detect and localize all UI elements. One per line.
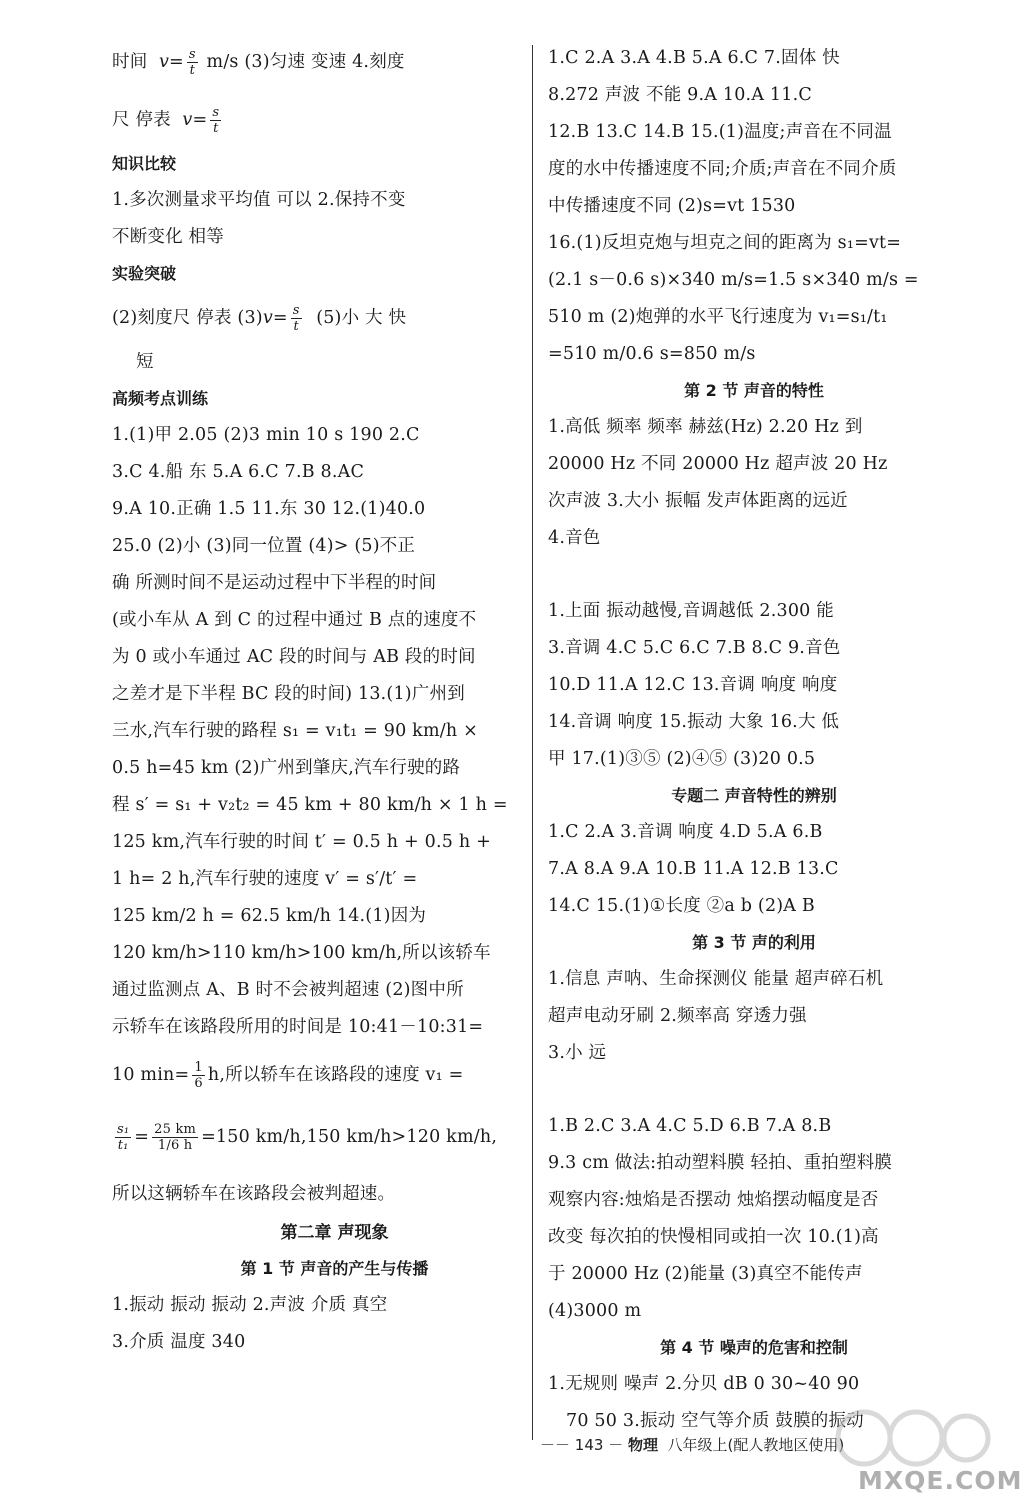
numerator: s: [212, 104, 220, 120]
answer-line: 超声电动牙刷 2.频率高 穿透力强: [548, 1006, 807, 1026]
answer-line: 25.0 (2)小 (3)同一位置 (4)> (5)不正: [112, 536, 416, 556]
fraction: [210, 105, 221, 136]
section-title: 第 1 节 声音的产生与传播: [240, 1259, 429, 1278]
chapter-title: 第二章 声现象: [280, 1223, 389, 1243]
answer-line: 观察内容:烛焰是否摆动 烛焰摆动幅度是否: [548, 1190, 879, 1210]
answer-line: 125 km/2 h = 62.5 km/h 14.(1)因为: [112, 906, 427, 926]
answer-line: 3.C 4.船 东 5.A 6.C 7.B 8.AC: [112, 462, 365, 482]
fraction: [152, 1122, 198, 1153]
section-heading: 实验突破: [112, 264, 177, 283]
answer-line: (2)刻度尺 停表 (3) v = $\frac{s}{t}$ (5)小 大 快: [112, 296, 557, 340]
formula-var: v: [182, 110, 193, 130]
numerator: s: [292, 302, 300, 318]
section-title: 第 2 节 声音的特性: [684, 381, 824, 400]
answer-line: 甲 17.(1)③⑤ (2)④⑤ (3)20 0.5: [548, 749, 816, 769]
answer-line: (4)3000 m: [548, 1301, 642, 1321]
answer-line: 1.B 2.C 3.A 4.C 5.D 6.B 7.A 8.B: [548, 1116, 832, 1136]
fraction: [115, 1122, 131, 1153]
answer-line: 125 km,汽车行驶的时间 t′ = 0.5 h + 0.5 h +: [112, 832, 491, 852]
answer-line: 1 h= 2 h,汽车行驶的速度 v′ = s′/t′ =: [112, 869, 418, 889]
answer-line: 1.上面 振动越慢,音调越低 2.300 能: [548, 601, 834, 621]
answer-line: 次声波 3.大小 振幅 发声体距离的远近: [548, 491, 848, 511]
answer-line: 不断变化 相等: [112, 227, 224, 247]
answer-line: 0.5 h=45 km (2)广州到肇庆,汽车行驶的路: [112, 758, 461, 778]
answer-line: 通过监测点 A、B 时不会被判超速 (2)图中所: [112, 980, 464, 1000]
subject-label: 物理: [627, 1436, 658, 1454]
text: 时间: [112, 52, 148, 72]
section-title: 第 4 节 噪声的危害和控制: [660, 1338, 848, 1357]
formula-var: v: [158, 52, 170, 72]
answer-line: 20000 Hz 不同 20000 Hz 超声波 20 Hz: [548, 454, 888, 474]
footer-dashes: －: [603, 1436, 628, 1454]
answer-line: 9.A 10.正确 1.5 11.东 30 12.(1)40.0: [112, 499, 426, 519]
answer-line: 1.高低 频率 频率 赫兹(Hz) 2.20 Hz 到: [548, 417, 863, 437]
answer-line: 3.小 远: [548, 1043, 607, 1063]
answer-line: 9.3 cm 做法:拍动塑料膜 轻拍、重拍塑料膜: [548, 1153, 893, 1173]
answer-line: 于 20000 Hz (2)能量 (3)真空不能传声: [548, 1264, 863, 1284]
answer-line: 时间 v = $\frac{s}{t}$ m/s (3)匀速 变速 4.刻度: [112, 40, 557, 84]
answer-line: (或小车从 A 到 C 的过程中通过 B 点的速度不: [112, 610, 477, 630]
page-number: 143: [574, 1436, 604, 1454]
answer-line: 三水,汽车行驶的路程 s₁ = v₁t₁ = 90 km/h ×: [112, 721, 478, 741]
answer-line: 度的水中传播速度不同;介质;声音在不同介质: [548, 159, 897, 179]
text: m/s (3)匀速 变速 4.刻度: [206, 52, 405, 72]
answer-line: 4.音色: [548, 528, 601, 548]
fraction: [291, 303, 302, 334]
answer-line: 1.信息 声呐、生命探测仪 能量 超声碎石机: [548, 969, 884, 989]
answer-line: [112, 1046, 557, 1104]
answer-line: 所以这辆轿车在该路段会被判超速。: [112, 1184, 396, 1204]
answer-line: 7.A 8.A 9.A 10.B 11.A 12.B 13.C: [548, 859, 839, 879]
numerator: 1: [194, 1059, 203, 1075]
answer-line: 510 m (2)炮弹的水平飞行速度为 v₁=s₁/t₁: [548, 307, 888, 327]
answer-line: 16.(1)反坦克炮与坦克之间的距离为 s₁=vt=: [548, 233, 902, 253]
right-column: [548, 40, 960, 1440]
section-heading: 高频考点训练: [112, 389, 209, 408]
numerator: s: [188, 46, 196, 62]
answer-line: 1.无规则 噪声 2.分贝 dB 0 30~40 90: [548, 1374, 860, 1394]
answer-line: 1.(1)甲 2.05 (2)3 min 10 s 190 2.C: [112, 425, 420, 445]
answer-line: (2.1 s－0.6 s)×340 m/s=1.5 s×340 m/s =: [548, 270, 919, 290]
text: 10 min=: [112, 1065, 190, 1085]
answer-line: 14.音调 响度 15.振动 大象 16.大 低: [548, 712, 840, 732]
spacer: [548, 1072, 960, 1108]
denominator: t: [189, 62, 196, 78]
answer-line: 12.B 13.C 14.B 15.(1)温度;声音在不同温: [548, 122, 892, 142]
topic-title: 专题二 声音特性的辨别: [671, 786, 837, 805]
fraction: [192, 1060, 204, 1091]
watermark-text: MXQE.COM: [858, 1466, 1022, 1495]
answer-line: 1.多次测量求平均值 可以 2.保持不变: [112, 190, 406, 210]
left-column: [112, 40, 557, 1361]
answer-line: 程 s′ = s₁ + v₂t₂ = 45 km + 80 km/h × 1 h =: [112, 795, 508, 815]
text: h,所以轿车在该路段的速度 v₁ =: [207, 1065, 464, 1085]
answer-line: 3.音调 4.C 5.C 6.C 7.B 8.C 9.音色: [548, 638, 841, 658]
answer-line: 1.C 2.A 3.音调 响度 4.D 5.A 6.B: [548, 822, 823, 842]
answer-line: 为 0 或小车通过 AC 段的时间与 AB 段的时间: [112, 647, 476, 667]
denominator: t₁: [117, 1137, 129, 1153]
answer-line: 示轿车在该路段所用的时间是 10:41－10:31=: [112, 1017, 484, 1037]
grade-label: 八年级上(配人教地区使用): [667, 1436, 845, 1454]
section-heading: 知识比较: [112, 154, 177, 173]
formula-var: v: [262, 308, 273, 328]
answer-line: 10.D 11.A 12.C 13.音调 响度 响度: [548, 675, 838, 695]
answer-line: 之差才是下半程 BC 段的时间) 13.(1)广州到: [112, 684, 465, 704]
denominator: t: [293, 318, 299, 334]
spacer: [548, 557, 960, 593]
answer-line: 14.C 15.(1)①长度 ②a b (2)A B: [548, 896, 815, 916]
numerator: s₁: [117, 1121, 130, 1137]
answer-line: 70 50 3.振动 空气等介质 鼓膜的振动: [566, 1411, 864, 1431]
answer-line: 3.介质 温度 340: [112, 1332, 246, 1352]
answer-line: 改变 每次拍的快慢相同或拍一次 10.(1)高: [548, 1227, 879, 1247]
answer-line: 尺 停表 v = $\frac{s}{t}$: [112, 98, 557, 142]
footer-dashes: －－: [540, 1436, 575, 1454]
answer-line: 短: [136, 352, 154, 372]
answer-line: 8.272 声波 不能 9.A 10.A 11.C: [548, 85, 812, 105]
denominator: 6: [194, 1075, 203, 1091]
section-title: 第 3 节 声的利用: [692, 933, 816, 952]
answer-line: 1.C 2.A 3.A 4.B 5.A 6.C 7.固体 快: [548, 48, 840, 68]
denominator: 1/6 h: [157, 1137, 193, 1153]
text: =150 km/h,150 km/h>120 km/h,: [201, 1127, 498, 1147]
answer-line: 中传播速度不同 (2)s=vt 1530: [548, 196, 796, 216]
answer-line: 120 km/h>110 km/h>100 km/h,所以该轿车: [112, 943, 491, 963]
answer-line: 确 所测时间不是运动过程中下半程的时间: [112, 573, 437, 593]
text: (2)刻度尺 停表 (3): [112, 308, 263, 328]
answer-line: =510 m/0.6 s=850 m/s: [548, 344, 756, 364]
text: (5)小 大 快: [316, 308, 407, 328]
answer-line: $\frac{\text{s₁}}{\text{t₁}}$ = $\frac{25 km}{1/6 h}$ =150 km/h,150 km/h>120 km/h,: [112, 1104, 557, 1170]
page-footer: [540, 1434, 844, 1455]
text: 尺 停表: [112, 110, 171, 130]
fraction: [187, 47, 198, 78]
numerator: 25 km: [154, 1121, 197, 1137]
answer-line: 1.振动 振动 振动 2.声波 介质 真空: [112, 1295, 388, 1315]
denominator: t: [213, 120, 219, 136]
